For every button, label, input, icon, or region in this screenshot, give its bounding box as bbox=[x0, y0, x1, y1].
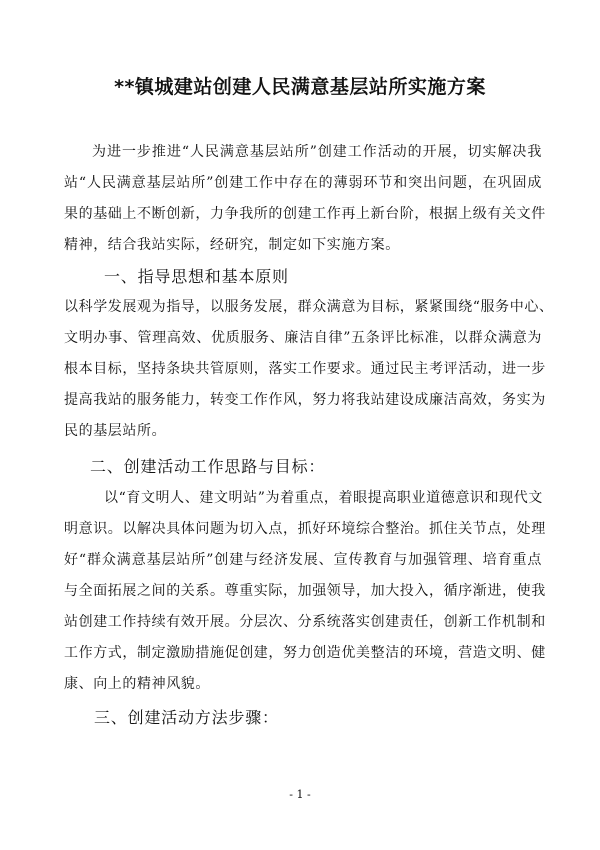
section-heading-1: 一、指导思想和基本原则 bbox=[104, 267, 289, 286]
section-1-paragraph bbox=[64, 292, 554, 447]
section-heading-2: 二、创建活动工作思路与目标： bbox=[90, 457, 326, 476]
paragraph-line: 与全面拓展之间的关系。尊重实际，加强领导，加大投入，循序渐进，使我 bbox=[64, 583, 546, 599]
paragraph-line: 康、向上的精神风貌。 bbox=[64, 676, 210, 692]
paragraph-line: 提高我站的服务能力，转变工作作风，努力将我站建设成廉洁高效，务实为 bbox=[64, 392, 546, 408]
paragraph-line: 明意识。以解决具体问题为切入点，抓好环境综合整治。抓住关节点，处理 bbox=[64, 521, 546, 537]
intro-paragraph bbox=[64, 137, 546, 261]
paragraph-line: 为进一步推进“人民满意基层站所”创建工作活动的开展，切实解决我 bbox=[92, 144, 542, 160]
document-title: **镇城建站创建人民满意基层站所实施方案 bbox=[114, 76, 486, 98]
paragraph-line: 站创建工作持续有效开展。分层次、分系统落实创建责任，创新工作机制和 bbox=[64, 614, 546, 630]
paragraph-line: 好“群众满意基层站所”创建与经济发展、宣传教育与加强管理、培育重点 bbox=[64, 552, 542, 568]
paragraph-line: 以“育文明人、建文明站”为着重点，着眼提高职业道德意识和现代文 bbox=[104, 490, 543, 506]
page-number: - 1 - bbox=[289, 788, 311, 801]
paragraph-line: 文明办事、管理高效、优质服务、廉洁自律”五条评比标准，以群众满意为 bbox=[64, 330, 542, 346]
paragraph-line: 果的基础上不断创新，力争我所的创建工作再上新台阶，根据上级有关文件 bbox=[64, 206, 546, 222]
paragraph-line: 工作方式，制定激励措施促创建，努力创造优美整洁的环境，营造文明、健 bbox=[64, 645, 546, 661]
paragraph-line: 精神，结合我站实际，经研究，制定如下实施方案。 bbox=[64, 237, 400, 253]
paragraph-line: 站“人民满意基层站所”创建工作中存在的薄弱环节和突出问题，在巩固成 bbox=[64, 175, 542, 191]
paragraph-line: 民的基层站所。 bbox=[64, 423, 167, 439]
paragraph-line: 根本目标，坚持条块共管原则，落实工作要求。通过民主考评活动，进一步 bbox=[64, 361, 546, 377]
paragraph-line: 以科学发展观为指导，以服务发展，群众满意为目标，紧紧围绕“服务中心、 bbox=[64, 299, 554, 315]
section-heading-3: 三、创建活动方法步骤： bbox=[94, 708, 279, 727]
section-2-paragraph bbox=[64, 483, 546, 700]
